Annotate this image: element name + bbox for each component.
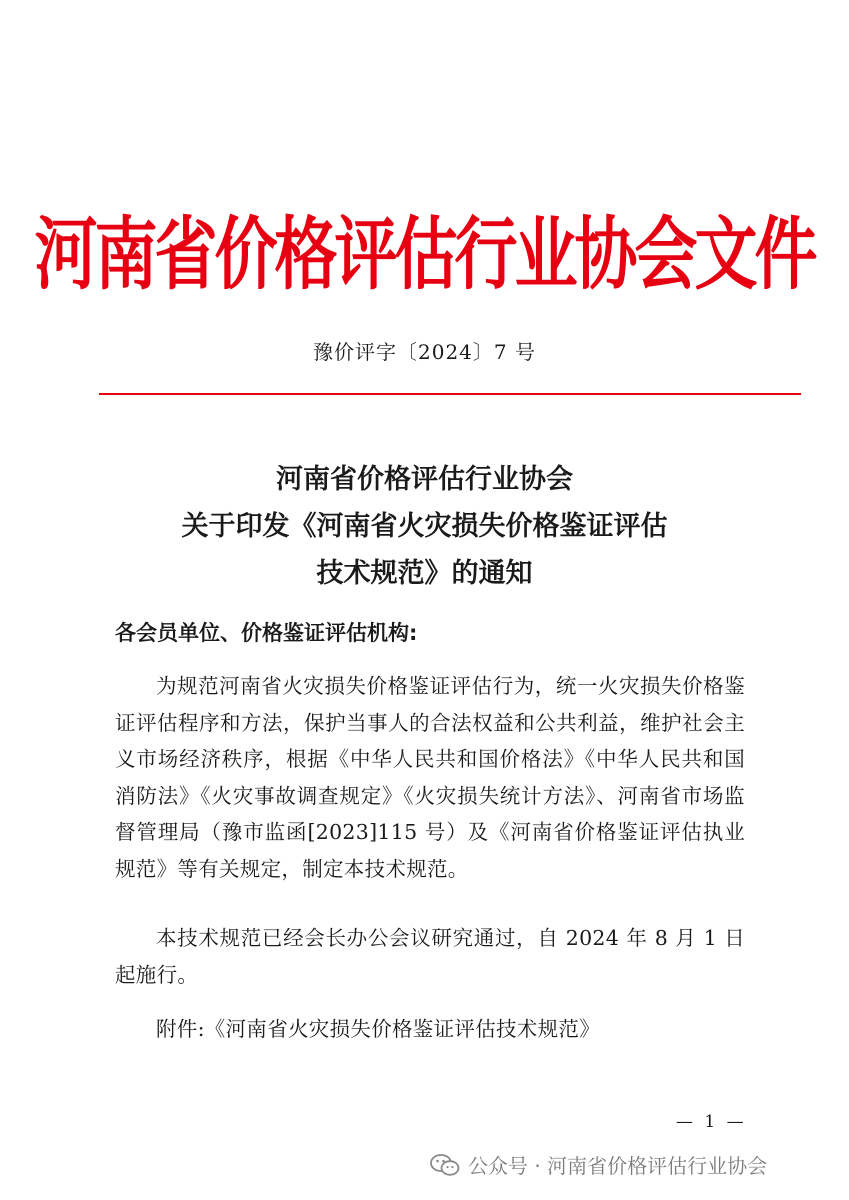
notice-title	[0, 456, 849, 597]
header-divider	[99, 393, 801, 395]
wechat-icon	[430, 1153, 460, 1177]
notice-title-line-1: 河南省价格评估行业协会	[276, 464, 573, 495]
body-paragraph-2: 本技术规范已经会长办公会议研究通过，自 2024 年 8 月 1 日起施行。	[115, 926, 745, 987]
watermark	[430, 1150, 767, 1179]
attachment-line: 附件:《河南省火灾损失价格鉴证评估技术规范》	[156, 1017, 601, 1041]
document-header-title: 河南省价格评估行业协会文件	[34, 208, 815, 300]
salutation: 各会员单位、价格鉴证评估机构:	[115, 621, 418, 645]
page-number: — 1 —	[676, 1112, 747, 1132]
document-number: 豫价评字〔2024〕7 号	[313, 340, 536, 364]
watermark-text: 公众号 · 河南省价格评估行业协会	[468, 1154, 768, 1178]
notice-title-line-2: 关于印发《河南省火灾损失价格鉴证评估	[181, 511, 668, 542]
body-paragraph-1: 为规范河南省火灾损失价格鉴证评估行为，统一火灾损失价格鉴证评估程序和方法，保护当事人的合法权益和公共利益，维护社会主义市场经济秩序，根据《中华人民共和国价格法》《中华人民共和国消防法》《火灾事故调查规定》《火灾损失统计方法》、河南省市场监督管理局（豫市监函[2023]115 号）及《河南省价格鉴证评估执业规范》等有关规定，制定本技术规范。	[115, 674, 745, 881]
notice-title-line-3: 技术规范》的通知	[316, 558, 533, 589]
